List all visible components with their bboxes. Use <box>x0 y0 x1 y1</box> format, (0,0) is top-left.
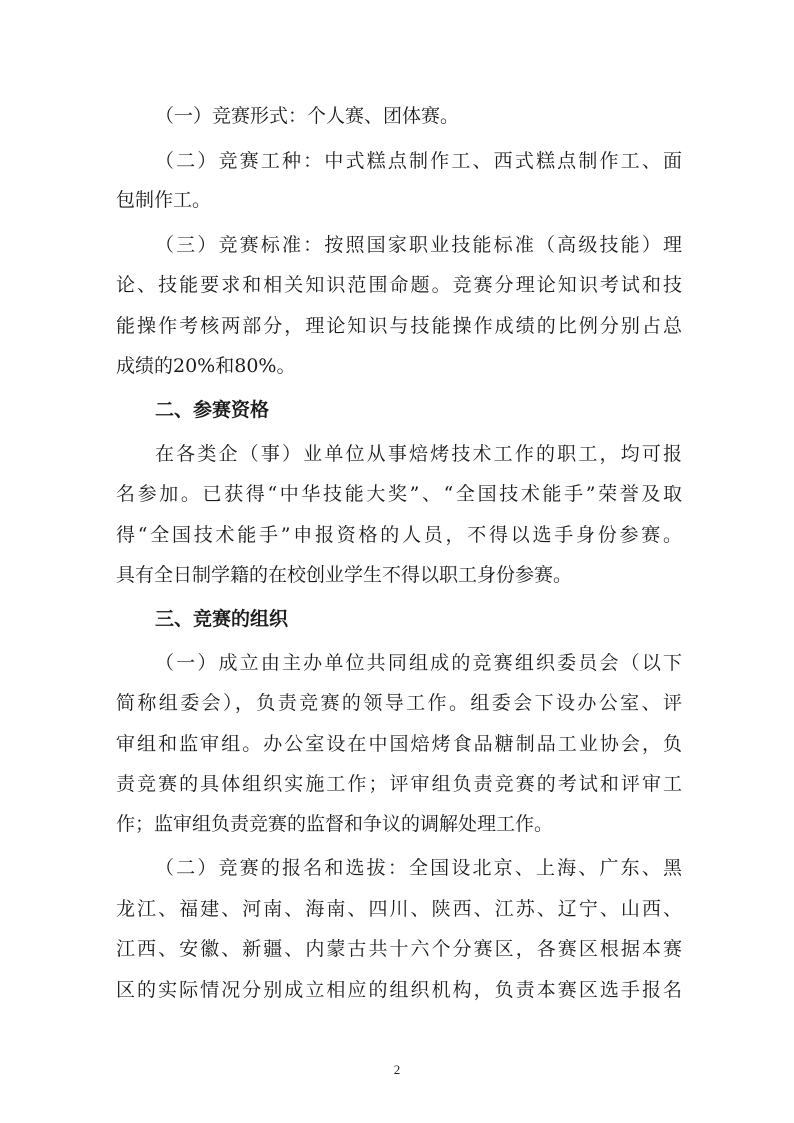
paragraph-eligibility-line-4: 具有全日制学籍的在校创业学生不得以职工身份参赛。 <box>116 564 573 586</box>
paragraph-competition-standard-line-4: 成绩的20%和80%。 <box>116 355 296 377</box>
paragraph-organization-line-2: 简称组委会），负责竞赛的领导工作。组委会下设办公室、评 <box>116 692 682 714</box>
paragraph-registration-line-1: （二）竞赛的报名和选拔：全国设北京、上海、广东、黑 <box>155 857 682 879</box>
paragraph-competition-types-line-1: （二）竞赛工种：中式糕点制作工、西式糕点制作工、面 <box>155 150 682 172</box>
paragraph-registration-line-4: 区的实际情况分别成立相应的组织机构，负责本赛区选手报名 <box>116 979 682 1001</box>
paragraph-eligibility-line-2: 名参加。已获得“中华技能大奖”、“全国技术能手”荣誉及取 <box>116 483 682 505</box>
paragraph-competition-standard-line-1: （三）竞赛标准：按照国家职业技能标准（高级技能）理 <box>155 234 682 256</box>
paragraph-organization-line-1: （一）成立由主办单位共同组成的竞赛组织委员会（以下 <box>155 652 682 674</box>
paragraph-eligibility-line-3: 得“全国技术能手”申报资格的人员，不得以选手身份参赛。 <box>116 524 682 546</box>
paragraph-organization-line-5: 作；监审组负责竞赛的监督和争议的调解处理工作。 <box>116 813 554 835</box>
paragraph-organization-line-4: 责竞赛的具体组织实施工作；评审组负责竞赛的考试和评审工 <box>116 773 682 795</box>
section-heading-organization: 三、竞赛的组织 <box>155 608 289 630</box>
paragraph-competition-format: （一）竞赛形式：个人赛、团体赛。 <box>155 105 460 127</box>
paragraph-registration-line-3: 江西、安徽、新疆、内蒙古共十六个分赛区，各赛区根据本赛 <box>116 938 682 960</box>
paragraph-eligibility-line-1: 在各类企（事）业单位从事焙烤技术工作的职工，均可报 <box>155 443 682 465</box>
section-heading-eligibility: 二、参赛资格 <box>155 399 270 421</box>
paragraph-competition-standard-line-2: 论、技能要求和相关知识范围命题。竞赛分理论知识考试和技 <box>116 274 682 296</box>
paragraph-registration-line-2: 龙江、福建、河南、海南、四川、陕西、江苏、辽宁、山西、 <box>116 898 682 920</box>
paragraph-competition-standard-line-3: 能操作考核两部分，理论知识与技能操作成绩的比例分别占总 <box>116 315 682 337</box>
paragraph-organization-line-3: 审组和监审组。办公室设在中国焙烤食品糖制品工业协会，负 <box>116 733 682 755</box>
paragraph-competition-types-line-2: 包制作工。 <box>116 189 212 211</box>
page-number: 2 <box>393 1062 401 1077</box>
